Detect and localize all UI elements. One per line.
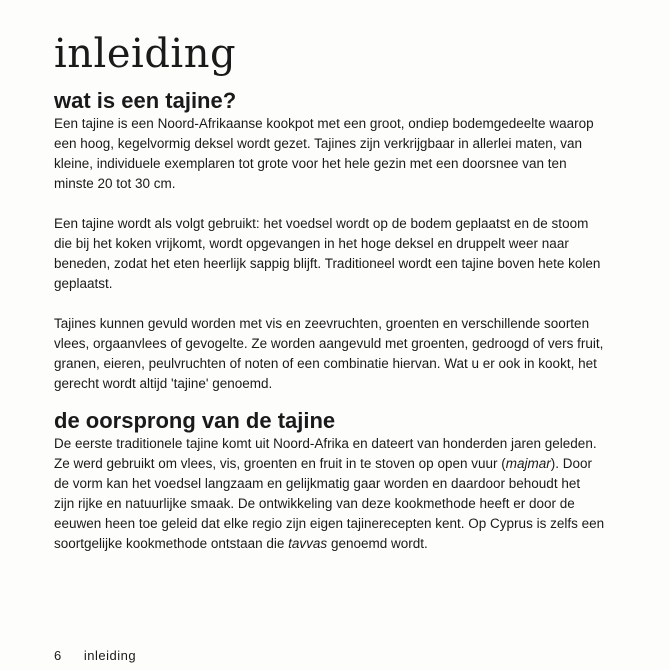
page-number: 6 [54, 648, 62, 663]
page-footer [54, 648, 136, 663]
section-heading-what-is-tajine: wat is een tajine? [54, 88, 237, 113]
paragraph: Een tajine wordt als volgt gebruikt: het voedsel wordt op de bodem geplaatst en de stoom die bij het koken vrijkomt, wordt opgevangen in het hoge deksel en druppelt weer naar beneden, zodat het eten heerlijk sappig blijft. Traditioneel wordt een tajine boven hete kolen geplaatst. [54, 216, 601, 291]
text-span: ). Door de vorm kan het voedsel langzaam en gelijkmatig gaar worden en daardoor behoudt het zijn rijke en natuurlijke smaak. De ontwikkeling van deze kookmethode heeft er door de eeuwen heen toe geleid dat elke regio zijn eigen tajinerecepten kent. Op Cyprus is zelfs een soortgelijke kookmethode ontstaan die [54, 456, 605, 551]
paragraph-origin [54, 434, 634, 554]
paragraph: Een tajine is een Noord-Afrikaanse kookpot met een groot, ondiep bodemgedeelte waarop een hoog, kegelvormig deksel wordt gezet. Tajines zijn verkrijgbaar in allerlei maten, van kleine, individuele exemplaren tot grote voor het hele gezin met een doorsnee van ten minste 20 tot 30 cm. [54, 116, 594, 191]
page-content [54, 30, 634, 554]
section-heading-origin: de oorsprong van de tajine [54, 408, 336, 433]
italic-term-tavvas: tavvas [288, 536, 328, 551]
text-span: genoemd wordt. [327, 536, 428, 551]
page-title: inleiding [54, 31, 237, 77]
paragraph: Tajines kunnen gevuld worden met vis en zeevruchten, groenten en verschillende soorten vlees, orgaanvlees of gevogelte. Ze worden aangevuld met groenten, gedroogd of vers fruit, granen, eieren, peulvruchten of noten of een combinatie hiervan. Wat u er ook in kookt, het gerecht wordt altijd 'tajine' genoemd. [54, 316, 604, 391]
text-span: De eerste traditionele tajine komt uit Noord-Afrika en dateert van honderden jaren geleden. Ze werd gebruikt om vlees, vis, groenten en fruit in te stoven op open vuur ( [54, 436, 597, 471]
italic-term-majmar: majmar [505, 456, 551, 471]
footer-label: inleiding [83, 648, 137, 663]
